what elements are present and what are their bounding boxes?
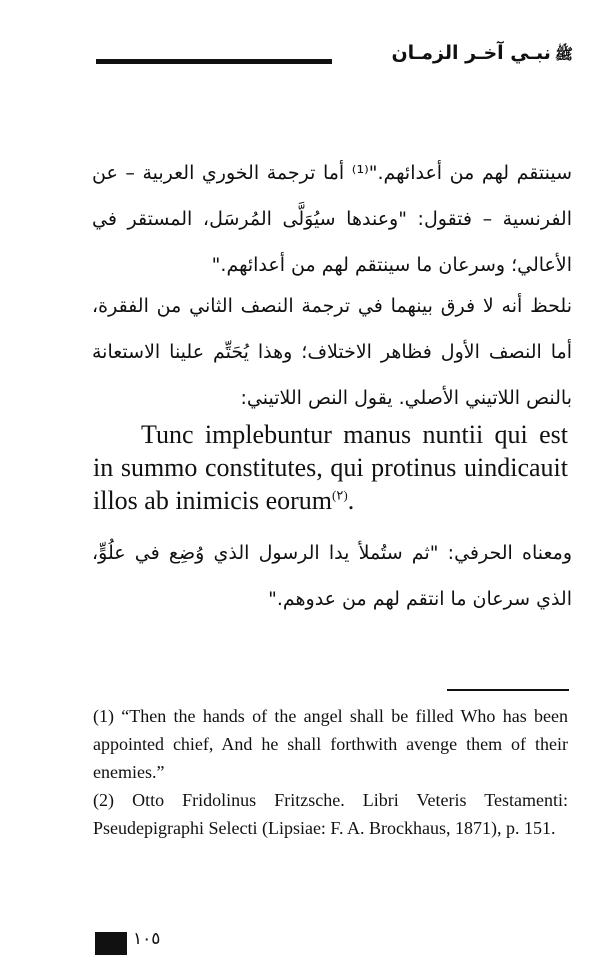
latin-quote xyxy=(93,418,568,517)
latin-quote-end: . xyxy=(347,486,355,515)
footnote-separator xyxy=(447,689,569,691)
footnote-2: (2) Otto Fridolinus Fritzsche. Libri Veteris Testamenti: Pseudepigraphi Selecti (Lipsiae: F. A. Brockhaus, 1871), p. 151. xyxy=(93,790,568,838)
arabic-paragraph-2: نلحظ أنه لا فرق بينهما في ترجمة النصف الثاني من الفقرة، أما النصف الأول فظاهر الاختلاف؛ وهذا يُحَتِّم علينا الاستعانة بالنص اللاتيني الأصلي. يقول النص اللاتيني: xyxy=(92,295,572,409)
header-rule xyxy=(96,59,332,64)
footnote-ref-2: (٢) xyxy=(332,487,348,503)
honorific-mark: ﷺ xyxy=(554,45,573,63)
footnote-1: (1) “Then the hands of the angel shall be filled Who has been appointed chief, And he shall forthwith avenge them of their enemies.” xyxy=(93,706,568,782)
page-number-marker xyxy=(95,932,127,955)
page-number: ١٠٥ xyxy=(133,929,161,949)
latin-quote-text: Tunc implebuntur manus nuntii qui est in summo constitutes, qui protinus uindicauit illos ab inimicis eorum xyxy=(93,420,568,515)
arabic-paragraph-3: ومعناه الحرفي: "ثم ستُملأ يدا الرسول الذي وُضِع في علُوٍّ، الذي سرعان ما انتقم لهم من عدوهم." xyxy=(92,542,572,610)
arabic-paragraph-1: سينتقم لهم من أعدائهم."⁽¹⁾ أما ترجمة الخوري العربية – عن الفرنسية – فتقول: "وعندها سيُوَلَّى المُرسَل، المستقر في الأعالي؛ وسرعان ما سينتقم لهم من أعدائهم." xyxy=(92,162,572,276)
footnotes xyxy=(93,702,568,842)
book-title: نبـي آخـر الزمـان xyxy=(391,42,551,64)
running-header xyxy=(391,42,573,67)
